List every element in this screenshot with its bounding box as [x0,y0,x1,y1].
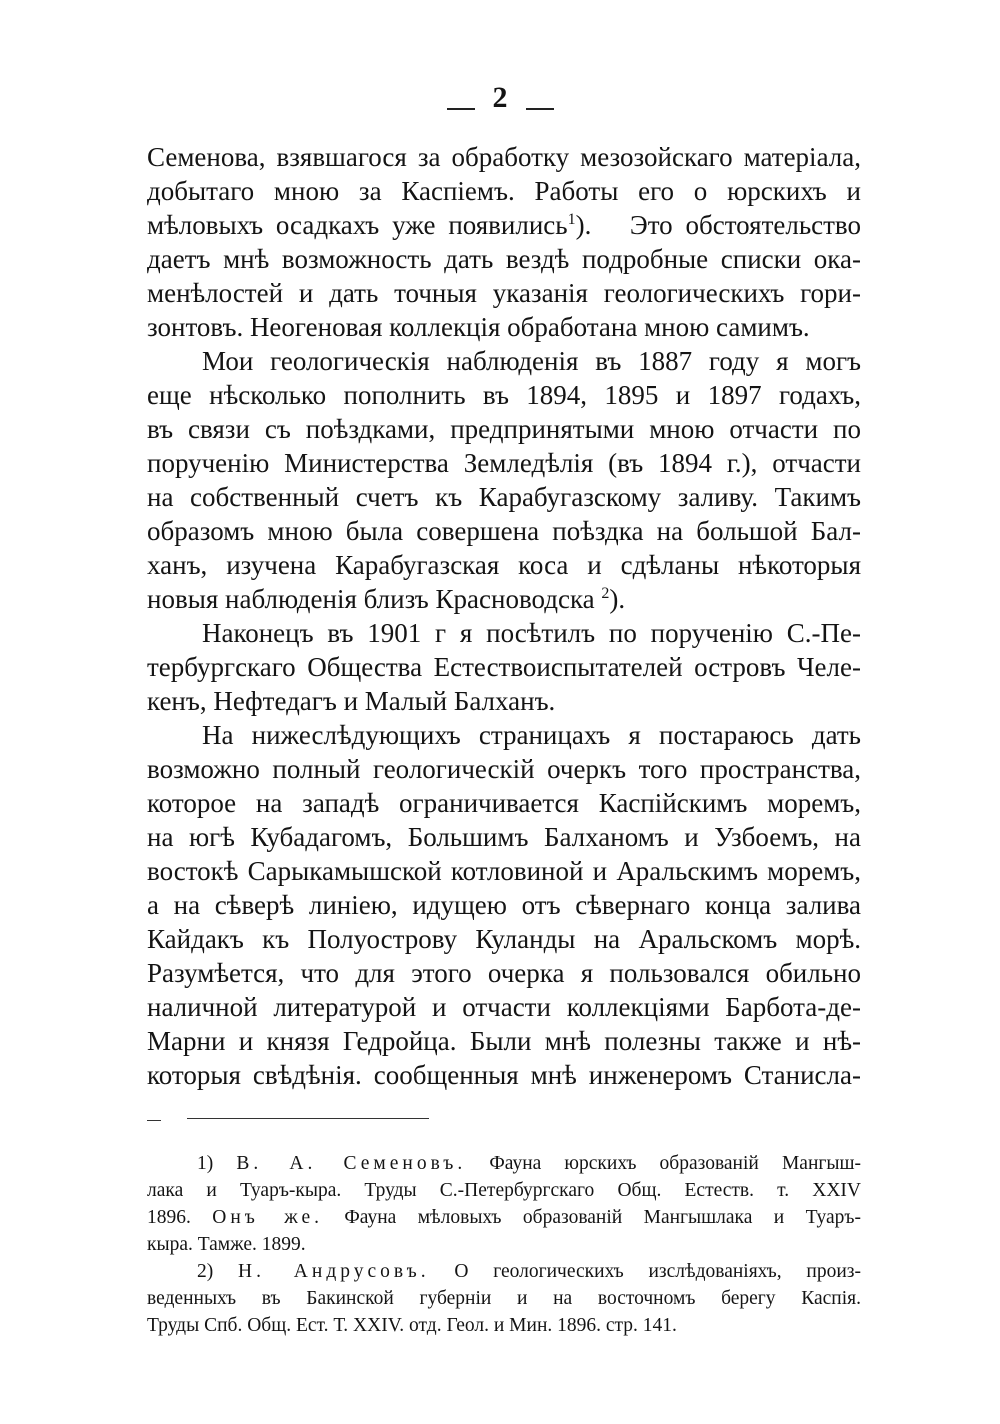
text-line: въ связи съ поѣздками, предпринятыми мною отчасти по [147,414,861,444]
text-line: которое на западѣ ограничивается Каспійскимъ моремъ, [147,788,861,818]
footnotes [147,1150,861,1339]
text-line: Семенова, взявшагося за обработку мезозойскаго матеріала, [147,142,861,172]
header-dash-right [526,108,554,110]
text-line: Марни и князя Гедройца. Были мнѣ полезны также и нѣ- [147,1026,861,1056]
text-line: на собственный счетъ къ Карабугазскому заливу. Такимъ [147,482,861,512]
text-line: возможно полный геологическій очеркъ того пространства, [147,754,861,784]
text-line: новыя наблюденія близъ Красноводска $^2$). [147,584,626,614]
footnote-1-line: лака и Туаръ-кыра. Труды С.-Петербургскаго Общ. Естеств. т. XXIV [147,1180,861,1201]
text-line: даетъ мнѣ возможность дать вездѣ подробные списки ока- [147,244,861,274]
text-line: На нижеслѣдующихъ страницахъ я постараюсь дать [202,720,861,750]
text-line: мѣловыхъ осадкахъ уже появились$^1$). Это обстоятельство [147,210,861,240]
text-line: порученію Министерства Земледѣлія (въ 1894 г.), отчасти [147,448,861,478]
text-line: еще нѣсколько пополнить въ 1894, 1895 и 1897 годахъ, [147,380,861,410]
text-line: Разумѣется, что для этого очерка я пользовался обильно [147,958,861,988]
text-line: наличной литературой и отчасти коллекціями Барбота-де- [147,992,861,1022]
main-text [147,140,861,1092]
text-line: ханъ, изучена Карабугазская коса и сдѣланы нѣкоторыя [147,550,861,580]
text-line: востокѣ Сарыкамышской котловиной и Аральскимъ моремъ, [147,856,861,886]
text-line: Наконецъ въ 1901 г я посѣтилъ по порученію С.-Пе- [202,618,861,648]
footnote-separator [147,1118,861,1122]
text-line: Кайдакъ къ Полуострову Куланды на Аральскомъ морѣ. [147,924,861,954]
text-line: образомъ мною была совершена поѣздка на большой Бал- [147,516,861,546]
footnote-1-line: кыра. Тамже. 1899. [147,1234,306,1255]
footnote-2-line: Труды Спб. Общ. Ест. Т. XXIV. отд. Геол. и Мин. 1896. стр. 141. [147,1315,677,1336]
text-line: зонтовъ. Неогеновая коллекція обработана мною самимъ. [147,312,810,342]
text-line: которыя свѣдѣнія. сообщенныя мнѣ инженеромъ Станисла- [147,1060,861,1090]
text-line: а на сѣверѣ линіею, идущею отъ сѣвернаго конца залива [147,890,861,920]
text-line: Мои геологическія наблюденія въ 1887 году я могъ [202,346,861,376]
separator-rule [187,1118,429,1119]
header-dash-left [447,108,475,110]
text-line: кенъ, Нефтедагъ и Малый Балханъ. [147,686,556,716]
text-line: тербургскаго Общества Естествоиспытателей островъ Челе- [147,652,861,682]
footnote-2-line: веденныхъ въ Бакинской губерніи и на восточномъ берегу Каспія. [147,1288,861,1309]
footnote-2: 2) Н. Андрусовъ. О геологическихъ изслѣдованіяхъ, произ- [197,1261,861,1282]
footnote-1-line: 1896. Онъ же. Фауна мѣловыхъ образованій Мангышлака и Туаръ- [147,1207,861,1228]
footnote-ref[interactable]: 1 [567,211,576,228]
text-line: на югѣ Кубадагомъ, Большимъ Балханомъ и Узбоемъ, на [147,822,861,852]
text-line: менѣлостей и дать точныя указанія геологическихъ гори- [147,278,861,308]
page-header [0,80,1000,116]
separator-dash [147,1120,161,1121]
text-line: добытаго мною за Каспіемъ. Работы его о юрскихъ и [147,176,861,206]
page-number: 2 [492,81,508,114]
footnote-ref[interactable]: 2 [601,585,610,602]
footnote-1: 1) В. А. Семеновъ. Фауна юрскихъ образованій Мангыш- [197,1153,862,1174]
